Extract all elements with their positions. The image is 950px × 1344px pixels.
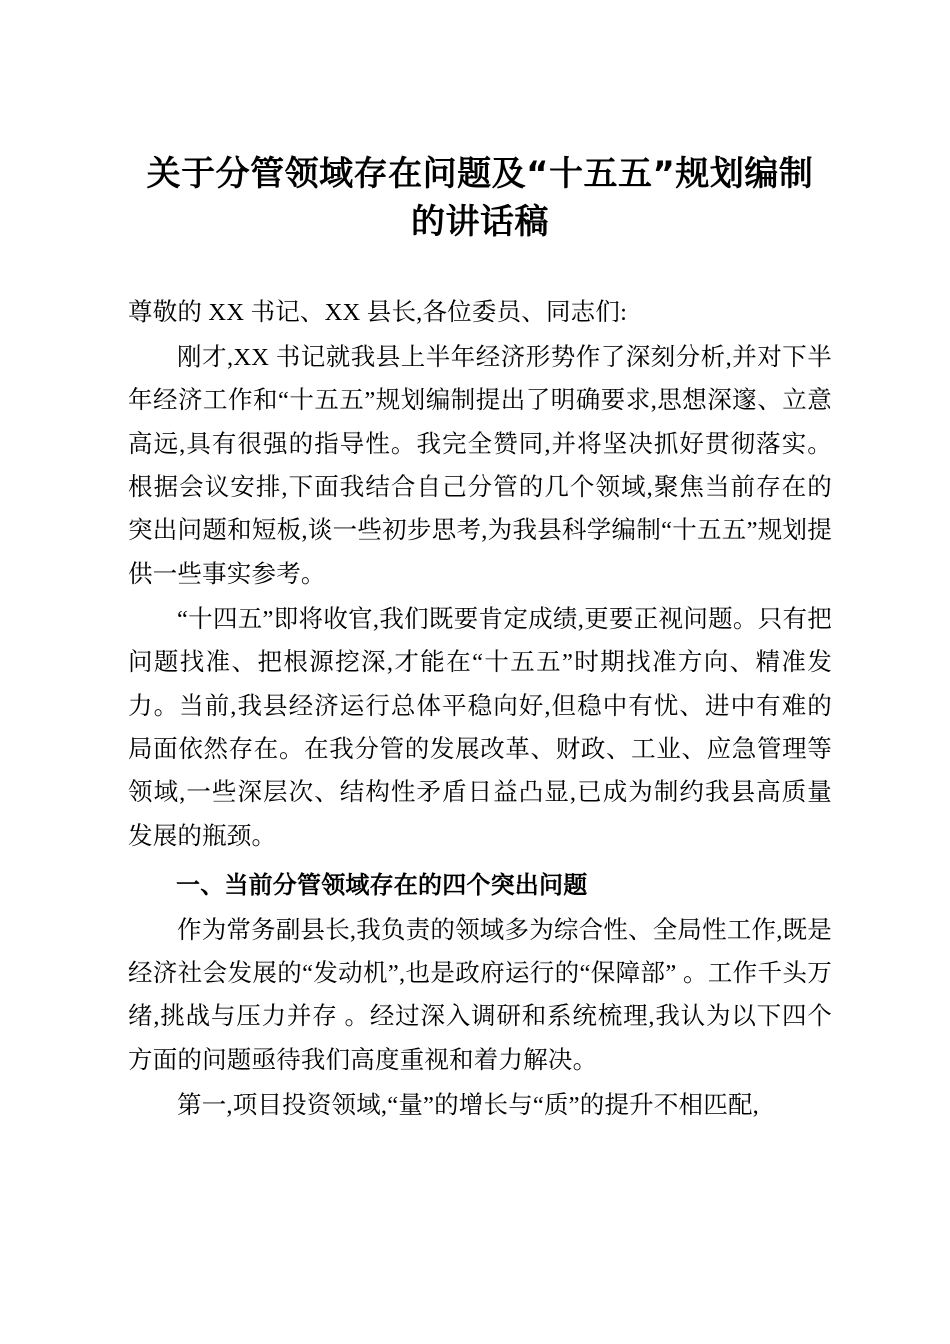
body-paragraph-4: 第一,项目投资领域,“量”的增长与“质”的提升不相匹配, [177, 1092, 759, 1120]
section-heading-1: 一、当前分管领域存在的四个突出问题 [176, 871, 588, 900]
body-paragraph-3: 作为常务副县长,我负责的领域多为综合性、全局性工作,既是经济社会发展的“发动机”,也是政府运行的“保障部” 。工作千头万绪,挑战与压力并存 。经过深入调研和系统梳理,我认为以下四个方面的问题亟待我们高度重视和着力解决。 [128, 916, 832, 1074]
salutation-paragraph: 尊敬的 XX 书记、XX 县长,各位委员、同志们: [128, 298, 628, 326]
page-title: 关于分管领域存在问题及“十五五”规划编制的讲话稿 [146, 154, 814, 243]
body-paragraph-1: 刚才,XX 书记就我县上半年经济形势作了深刻分析,并对下半年经济工作和“十五五”规划编制提出了明确要求,思想深邃、立意高远,具有很强的指导性。我完全赞同,并将坚决抓好贯彻落实。根据会议安排,下面我结合自己分管的几个领域,聚焦当前存在的突出问题和短板,谈一些初步思考,为我县科学编制“十五五”规划提供一些事实参考。 [128, 343, 832, 588]
body-paragraph-2: “十四五”即将收官,我们既要肯定成绩,更要正视问题。只有把问题找准、把根源挖深,才能在“十五五”时期找准方向、精准发力。当前,我县经济运行总体平稳向好,但稳中有忧、进中有难的局面依然存在。在我分管的发展改革、财政、工业、应急管理等领域,一些深层次、结构性矛盾日益凸显,已成为制约我县高质量发展的瓶颈。 [128, 606, 832, 850]
